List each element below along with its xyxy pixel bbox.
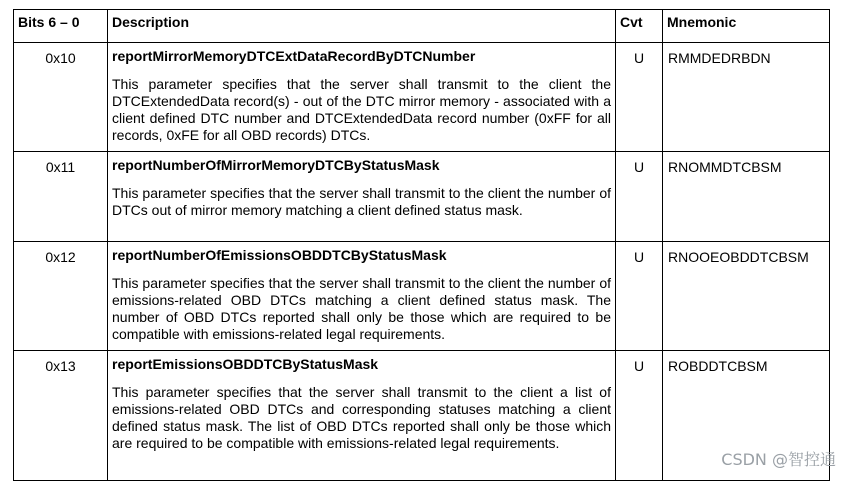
cvt-value: U [616,43,663,152]
bits-value: 0x12 [14,242,108,351]
parameter-description: This parameter specifies that the server shall transmit to the client a list of emissions-related OBD DTCs and corresponding statuses matching a client defined status mask. The list of OBD DTCs reported shall only be those which are required to be compatible with emissions-related legal requirements. [112,384,611,451]
header-mnemonic: Mnemonic [663,10,830,43]
bits-value: 0x11 [14,152,108,242]
mnemonic-value: RNOMMDTCBSM [663,152,830,242]
parameter-description: This parameter specifies that the server shall transmit to the client the number of DTCs out of mirror memory matching a client defined status mask. [112,185,611,218]
bits-value: 0x13 [14,351,108,481]
description-cell [108,351,616,481]
csdn-watermark: CSDN @智控通 [721,450,836,469]
description-cell [108,43,616,152]
header-cvt: Cvt [616,10,663,43]
parameter-name: reportNumberOfEmissionsOBDDTCByStatusMask [112,247,447,263]
header-description: Description [108,10,616,43]
table-row [14,351,830,481]
parameter-description: This parameter specifies that the server shall transmit to the client the number of emissions-related OBD DTCs matching a client defined status mask. The number of OBD DTCs reported shall only be those which are required to be compatible with emissions-related legal requirements. [112,275,611,342]
cvt-value: U [616,152,663,242]
table-header-row [14,10,830,43]
parameter-name: reportEmissionsOBDDTCByStatusMask [112,356,379,372]
cvt-value: U [616,351,663,481]
table-row [14,43,830,152]
table-row [14,242,830,351]
header-bits: Bits 6 – 0 [14,10,108,43]
mnemonic-value: RMMDEDRBDN [663,43,830,152]
cvt-value: U [616,242,663,351]
mnemonic-value: ROBDDTCBSM [663,351,830,481]
description-cell [108,152,616,242]
table-row [14,152,830,242]
parameter-description: This parameter specifies that the server shall transmit to the client the DTCExtendedData record(s) - out of the DTC mirror memory - associated with a client defined DTC number and DTCExtendedData record number (0xFF for all records, 0xFE for all OBD records) DTCs. [112,76,611,143]
mnemonic-value: RNOOEOBDDTCBSM [663,242,830,351]
description-cell [108,242,616,351]
subfunction-table [13,9,830,481]
parameter-name: reportMirrorMemoryDTCExtDataRecordByDTCNumber [112,48,476,64]
bits-value: 0x10 [14,43,108,152]
parameter-name: reportNumberOfMirrorMemoryDTCByStatusMask [112,157,440,173]
